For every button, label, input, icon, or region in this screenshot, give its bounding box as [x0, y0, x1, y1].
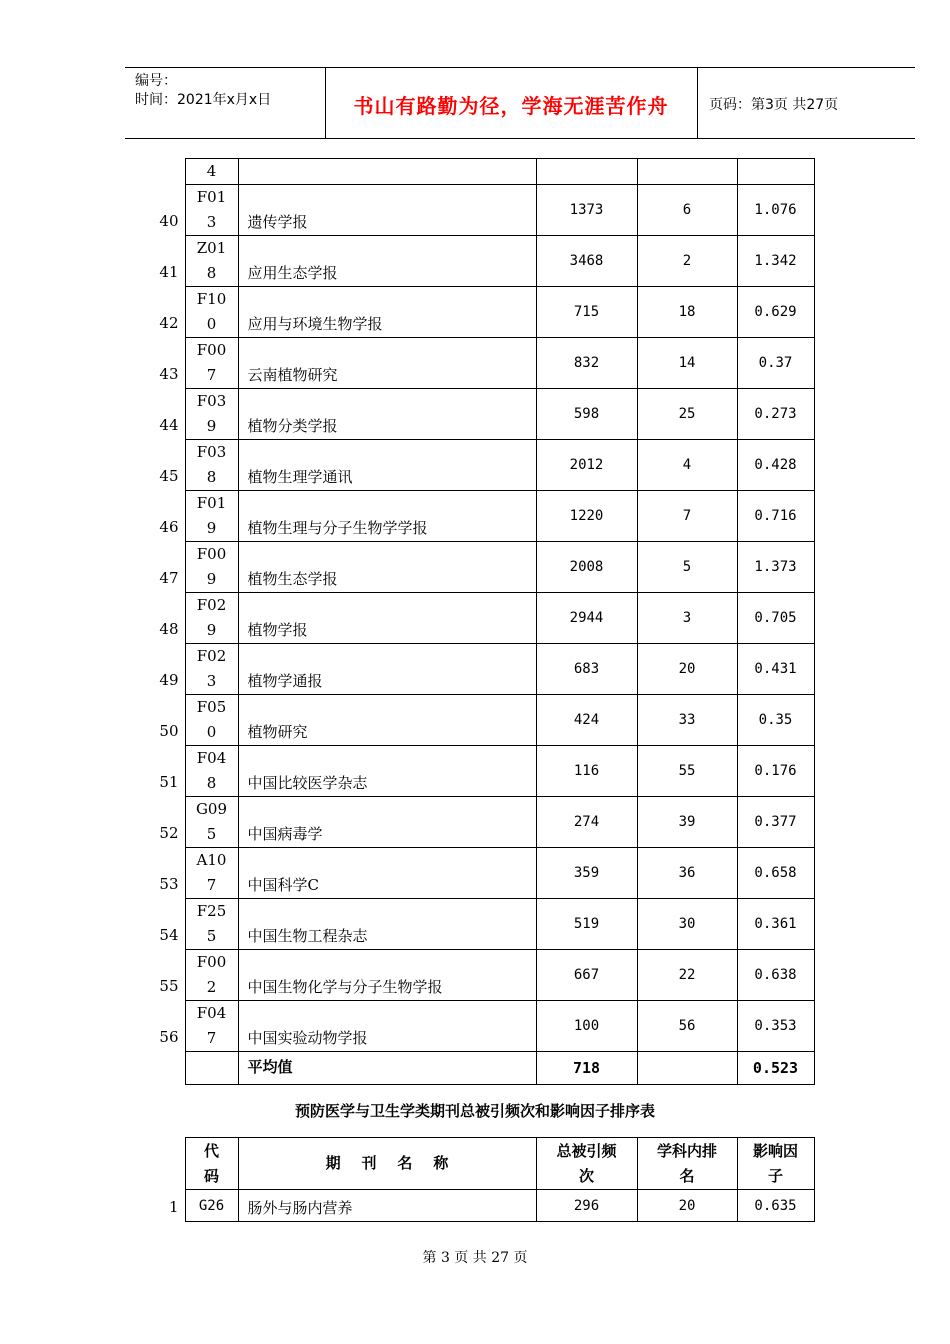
- header-impact: 影响因 子: [737, 1138, 814, 1190]
- average-citations: 718: [536, 1052, 637, 1085]
- citations-cell: 3468: [536, 236, 637, 287]
- rank-cell: 33: [637, 695, 737, 746]
- table-row: [147, 950, 814, 1001]
- citations-cell: 2008: [536, 542, 637, 593]
- header-code: 代 码: [185, 1138, 238, 1190]
- impact-cell: 1.373: [737, 542, 814, 593]
- row-number: 46: [159, 517, 179, 536]
- table-row: [147, 644, 814, 695]
- impact-cell: 0.705: [737, 593, 814, 644]
- table-row-fragment: [147, 159, 814, 185]
- journal-name: 应用与环境生物学报: [238, 287, 536, 338]
- code-cell: F01 3: [185, 185, 238, 236]
- rank-cell: 30: [637, 899, 737, 950]
- code-cell: 4: [185, 159, 238, 185]
- header-page-info: 页码：第3页 共27页: [709, 97, 839, 113]
- impact-cell: 1.342: [737, 236, 814, 287]
- impact-cell: 1.076: [737, 185, 814, 236]
- citations-cell: 274: [536, 797, 637, 848]
- rank-cell: 4: [637, 440, 737, 491]
- table-row: [147, 797, 814, 848]
- code-cell: A10 7: [185, 848, 238, 899]
- row-number: 54: [159, 925, 179, 944]
- row-number: 44: [159, 415, 179, 434]
- impact-cell: 0.431: [737, 644, 814, 695]
- rank-cell: 18: [637, 287, 737, 338]
- impact-cell: 0.658: [737, 848, 814, 899]
- journal-name: 中国科学C: [238, 848, 536, 899]
- page-header: [125, 67, 915, 139]
- journal-name: 中国生物化学与分子生物学报: [238, 950, 536, 1001]
- journal-name: 应用生态学报: [238, 236, 536, 287]
- average-row: [147, 1052, 814, 1085]
- code-cell: F04 8: [185, 746, 238, 797]
- row-number: 53: [159, 874, 179, 893]
- impact-cell: 0.361: [737, 899, 814, 950]
- citations-cell: 2944: [536, 593, 637, 644]
- citations-cell: 598: [536, 389, 637, 440]
- impact-cell: 0.635: [737, 1190, 814, 1222]
- journal-name: 中国病毒学: [238, 797, 536, 848]
- row-number: 41: [159, 262, 179, 281]
- impact-cell: 0.716: [737, 491, 814, 542]
- journal-name: 植物研究: [238, 695, 536, 746]
- table-row: [147, 338, 814, 389]
- journal-name: 植物分类学报: [238, 389, 536, 440]
- impact-cell: 0.428: [737, 440, 814, 491]
- rank-cell: 14: [637, 338, 737, 389]
- code-cell: F03 8: [185, 440, 238, 491]
- code-cell: F10 0: [185, 287, 238, 338]
- code-cell: F25 5: [185, 899, 238, 950]
- citations-cell: 116: [536, 746, 637, 797]
- table-row: [147, 287, 814, 338]
- average-label: 平均值: [238, 1052, 536, 1085]
- table-row: [147, 899, 814, 950]
- row-number: 45: [159, 466, 179, 485]
- rank-cell: 20: [637, 1190, 737, 1222]
- code-cell: F02 9: [185, 593, 238, 644]
- citations-cell: 683: [536, 644, 637, 695]
- code-cell: F04 7: [185, 1001, 238, 1052]
- header-rank: 学科内排 名: [637, 1138, 737, 1190]
- impact-cell: 0.35: [737, 695, 814, 746]
- code-cell: F01 9: [185, 491, 238, 542]
- row-number: 48: [159, 619, 179, 638]
- impact-cell: 0.273: [737, 389, 814, 440]
- row-number: 55: [159, 976, 179, 995]
- code-cell: F05 0: [185, 695, 238, 746]
- rank-cell: 22: [637, 950, 737, 1001]
- rank-cell: 7: [637, 491, 737, 542]
- journal-table-continued: [147, 158, 815, 1085]
- impact-cell: 0.353: [737, 1001, 814, 1052]
- table-row: [147, 389, 814, 440]
- row-number: 43: [159, 364, 179, 383]
- header-citations: 总被引频 次: [536, 1138, 637, 1190]
- journal-name: 植物生理与分子生物学学报: [238, 491, 536, 542]
- time-label: 时间：2021年x月x日: [135, 92, 272, 108]
- table-row: [147, 542, 814, 593]
- table-row: [147, 746, 814, 797]
- rank-cell: 39: [637, 797, 737, 848]
- table-row: [147, 185, 814, 236]
- impact-cell: 0.37: [737, 338, 814, 389]
- table-row: [147, 695, 814, 746]
- journal-name: 植物学报: [238, 593, 536, 644]
- citations-cell: 2012: [536, 440, 637, 491]
- row-number: 56: [159, 1027, 179, 1046]
- citations-cell: 519: [536, 899, 637, 950]
- code-cell: G26: [185, 1190, 238, 1222]
- code-cell: F03 9: [185, 389, 238, 440]
- citations-cell: 359: [536, 848, 637, 899]
- page-footer: 第 3 页 共 27 页: [422, 1250, 528, 1266]
- impact-cell: 0.638: [737, 950, 814, 1001]
- header-divider: [697, 68, 698, 138]
- citations-cell: 100: [536, 1001, 637, 1052]
- row-number: 1: [168, 1197, 179, 1216]
- citations-cell: 296: [536, 1190, 637, 1222]
- average-impact: 0.523: [737, 1052, 814, 1085]
- section-title: 预防医学与卫生学类期刊总被引频次和影响因子排序表: [294, 1102, 655, 1120]
- rank-cell: 2: [637, 236, 737, 287]
- code-cell: F00 7: [185, 338, 238, 389]
- row-number: 52: [159, 823, 179, 842]
- row-number: 50: [159, 721, 179, 740]
- row-number: 51: [159, 772, 179, 791]
- table-row: [147, 848, 814, 899]
- header-motto: 书山有路勤为径，学海无涯苦作舟: [353, 94, 669, 118]
- row-number: 42: [159, 313, 179, 332]
- table-row: [147, 236, 814, 287]
- code-cell: F02 3: [185, 644, 238, 695]
- citations-cell: 715: [536, 287, 637, 338]
- citations-cell: 1373: [536, 185, 637, 236]
- table-row: [147, 440, 814, 491]
- rank-cell: 55: [637, 746, 737, 797]
- rank-cell: 56: [637, 1001, 737, 1052]
- preventive-medicine-table: [147, 1137, 815, 1222]
- rank-cell: 6: [637, 185, 737, 236]
- header-meta: [135, 72, 271, 110]
- rank-cell: 20: [637, 644, 737, 695]
- impact-cell: 0.176: [737, 746, 814, 797]
- journal-name: 植物生态学报: [238, 542, 536, 593]
- citations-cell: 832: [536, 338, 637, 389]
- row-number: 49: [159, 670, 179, 689]
- journal-name: 中国生物工程杂志: [238, 899, 536, 950]
- rank-cell: 36: [637, 848, 737, 899]
- code-cell: F00 9: [185, 542, 238, 593]
- rank-cell: 3: [637, 593, 737, 644]
- code-cell: Z01 8: [185, 236, 238, 287]
- impact-cell: 0.629: [737, 287, 814, 338]
- serial-label: 编号：: [135, 73, 177, 89]
- journal-name: 植物学通报: [238, 644, 536, 695]
- rank-cell: 25: [637, 389, 737, 440]
- code-cell: F00 2: [185, 950, 238, 1001]
- code-cell: G09 5: [185, 797, 238, 848]
- table-row: [147, 593, 814, 644]
- journal-name: 肠外与肠内营养: [238, 1190, 536, 1222]
- header-name: 期 刊 名 称: [238, 1138, 536, 1190]
- table-header-row: [147, 1138, 814, 1190]
- journal-name: 云南植物研究: [238, 338, 536, 389]
- citations-cell: 1220: [536, 491, 637, 542]
- table-row: [147, 1001, 814, 1052]
- citations-cell: 424: [536, 695, 637, 746]
- row-number: 47: [159, 568, 179, 587]
- table-row: [147, 1190, 814, 1222]
- table-row: [147, 491, 814, 542]
- journal-name: 中国实验动物学报: [238, 1001, 536, 1052]
- journal-name: 遗传学报: [238, 185, 536, 236]
- journal-name: 植物生理学通讯: [238, 440, 536, 491]
- citations-cell: 667: [536, 950, 637, 1001]
- row-number: 40: [159, 211, 179, 230]
- impact-cell: 0.377: [737, 797, 814, 848]
- rank-cell: 5: [637, 542, 737, 593]
- journal-name: 中国比较医学杂志: [238, 746, 536, 797]
